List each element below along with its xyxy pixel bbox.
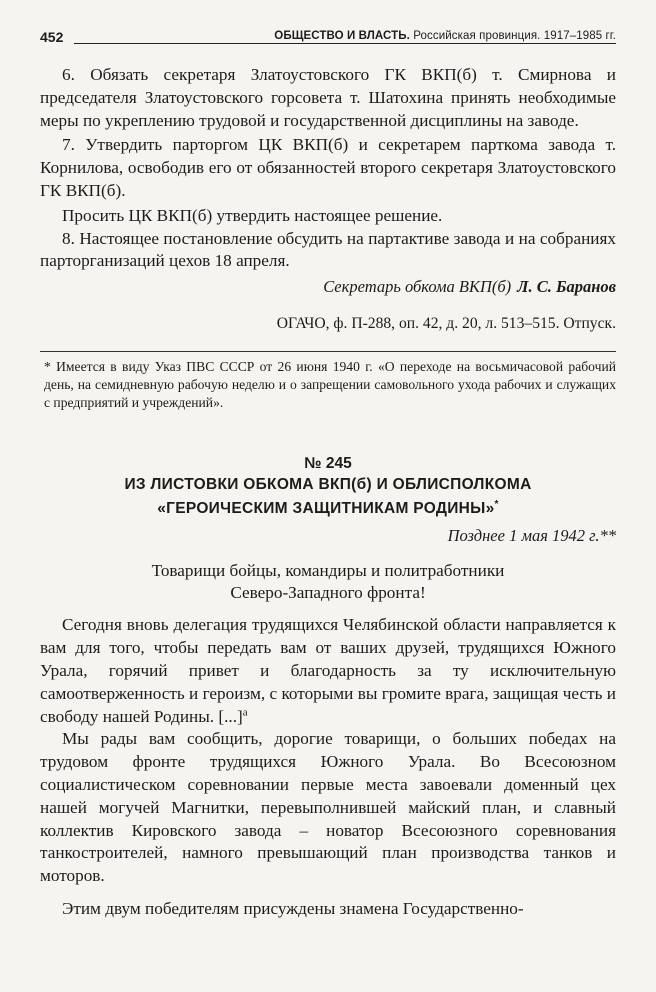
decree-request: Просить ЦК ВКП(б) утвердить настоящее решение. — [62, 205, 443, 225]
signature — [40, 276, 616, 298]
decree-item-8: 8. Настоящее постановление обсудить на партактиве завода и на собраниях парторганизаций цехов 18 апреля. — [40, 228, 616, 271]
archive-reference: ОГАЧО, ф. П-288, оп. 42, д. 20, л. 513–515. Отпуск. — [276, 315, 616, 333]
header-rule — [74, 43, 616, 44]
decree-item-7: 7. Утвердить парторгом ЦК ВКП(б) и секретарем парткома завода т. Корнилова, освободив его от обязанностей второго секретаря Златоустовского ГК ВКП(б). — [40, 135, 616, 200]
signature-role: Секретарь обкома ВКП(б) — [323, 277, 512, 297]
address-line1: Товарищи бойцы, командиры и политработники — [151, 561, 505, 581]
running-title — [274, 30, 616, 42]
signature-name: Л. С. Баранов — [517, 277, 616, 297]
document-title-line2: «ГЕРОИЧЕСКИМ ЗАЩИТНИКАМ РОДИНЫ» — [157, 499, 495, 517]
running-title-rest: Российская провинция. 1917–1985 гг. — [413, 30, 616, 42]
footnote-rule — [40, 351, 616, 352]
leaflet-body — [40, 614, 616, 920]
document-title-line1: ИЗ ЛИСТОВКИ ОБКОМА ВКП(б) И ОБЛИСПОЛКОМА — [124, 476, 532, 494]
leaflet-paragraph-1-text: Сегодня вновь делегация трудящихся Челябинской области направляется к вам для того, чтобы передать вам от ваших друзей, трудящихся Южного Урала, горячий привет и благодарность за ту исключительную самоотверженность и героизм, с которыми вы громите врага, защищая честь и свободу нашей Родины. [...] — [40, 615, 616, 726]
leaflet-paragraph-1 — [40, 614, 616, 728]
page-content — [40, 64, 616, 921]
footnote: * Имеется в виду Указ ПВС СССР от 26 июня 1940 г. «О переходе на восьмичасовой рабочий день, на семидневную рабочую неделю и о запрещении самовольного ухода рабочих и служащих с предприятий и учреждений». — [44, 359, 616, 411]
decree-item-6: 6. Обязать секретаря Златоустовского ГК ВКП(б) т. Смирнова и председателя Златоустовского горсовета т. Шатохина принять необходимые меры по укреплению трудовой и государственной дисциплины на заводе. — [40, 65, 616, 130]
document-title — [40, 475, 616, 518]
document-number: № 245 — [304, 455, 352, 473]
leaflet-paragraph-2: Мы рады вам сообщить, дорогие товарищи, о больших победах на трудовом фронте трудящихся Южного Урала. Во Всесоюзном социалистическом соревновании первые места завоевали доменный цех нашей могучей Магнитки, перевыполнившей майский план, и славный коллектив Кировского завода – новатор Всесоюзного соревнования танкостроителей, намного превышающий план производства танков и моторов. — [40, 729, 616, 886]
running-title-bold: ОБЩЕСТВО И ВЛАСТЬ. — [274, 30, 410, 42]
address-line2: Северо-Западного фронта! — [230, 583, 426, 603]
running-header — [40, 27, 616, 47]
editor-note-mark: а — [242, 705, 248, 718]
leaflet-paragraph-3: Этим двум победителям присуждены знамена Государственно- — [62, 898, 524, 918]
address — [40, 560, 616, 604]
document-title-mark: * — [494, 498, 499, 510]
page-number: 452 — [40, 29, 64, 45]
document-date: Позднее 1 мая 1942 г.** — [447, 526, 616, 546]
